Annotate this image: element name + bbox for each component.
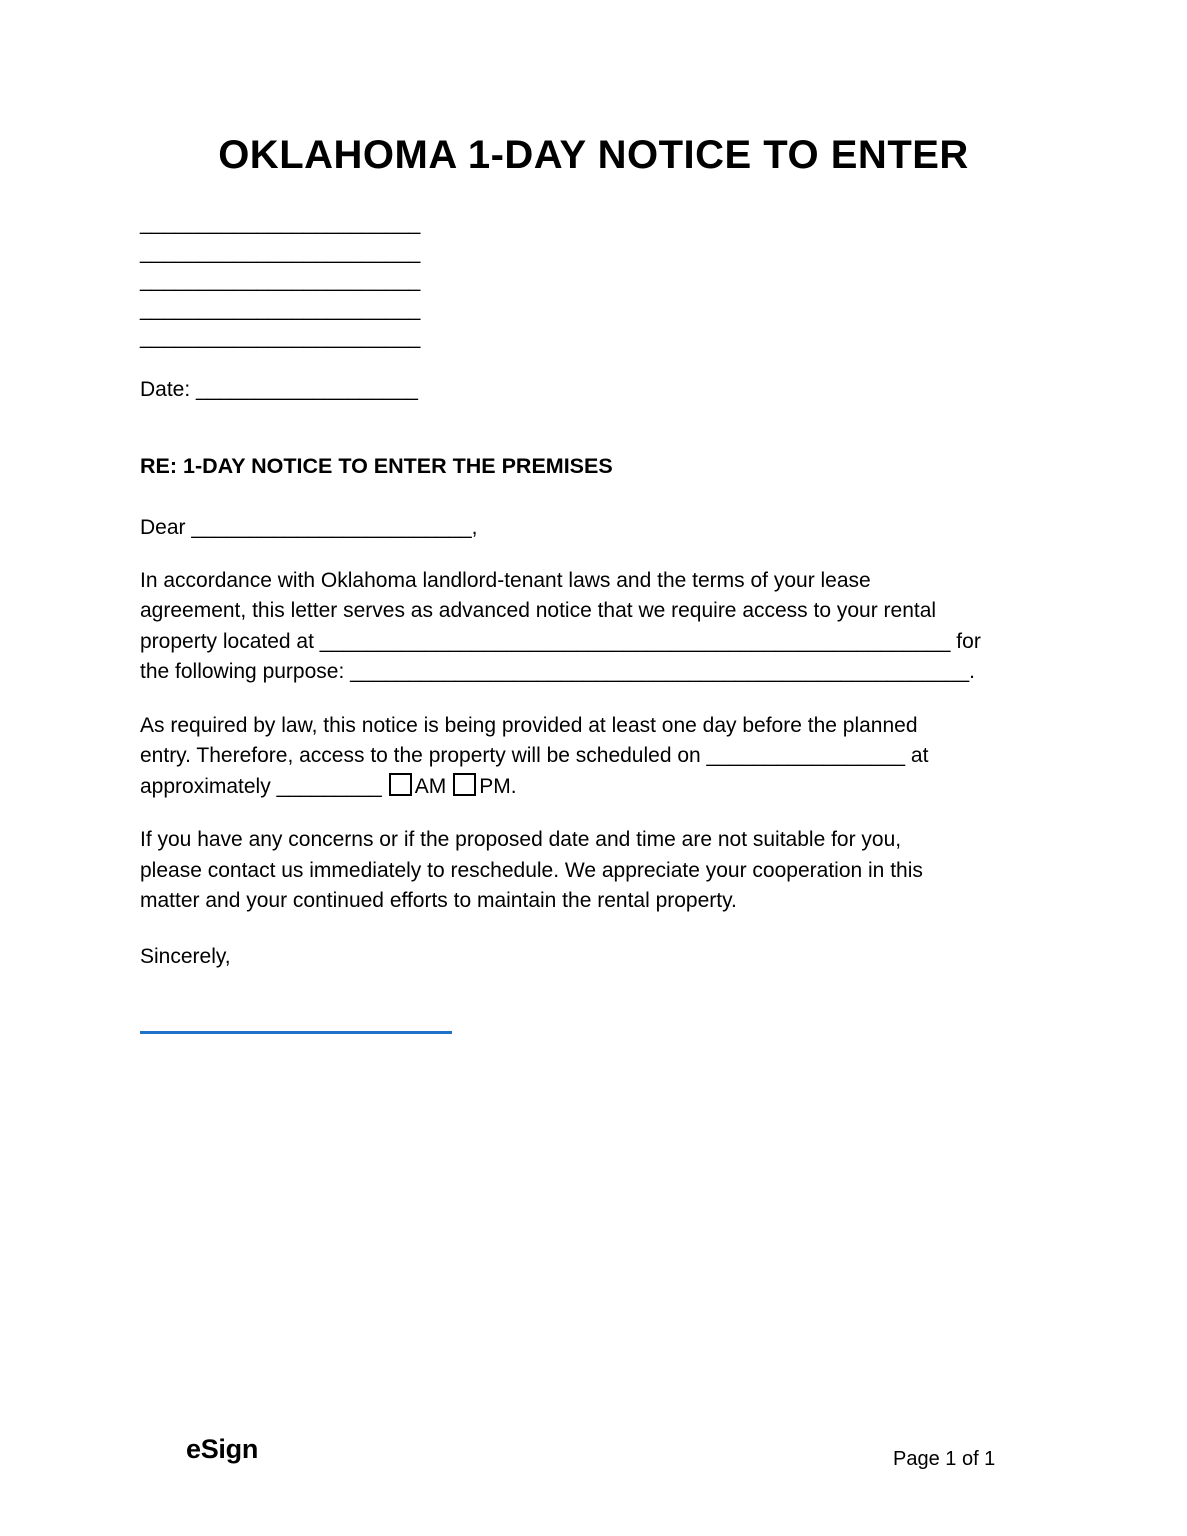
entry-time-blank[interactable]: _________ <box>276 774 382 798</box>
paragraph-line <box>140 627 1024 658</box>
paragraph-2 <box>140 711 1024 803</box>
date-blank-field[interactable]: ___________________ <box>196 377 418 401</box>
pm-checkbox[interactable] <box>453 773 476 796</box>
page-indicator: Page 1 of 1 <box>893 1448 996 1470</box>
paragraph-line: please contact us immediately to reschedule. We appreciate your cooperation in this <box>140 858 923 882</box>
pm-label: PM. <box>479 774 517 798</box>
paragraph-3 <box>140 825 1024 917</box>
letter-content <box>140 210 1024 1034</box>
paragraph-line: As required by law, this notice is being provided at least one day before the planned <box>140 713 918 737</box>
signature-field[interactable] <box>140 1031 452 1034</box>
salutation-line <box>140 513 1024 543</box>
paragraph-1 <box>140 566 1024 688</box>
paragraph-line: In accordance with Oklahoma landlord-tenant laws and the terms of your lease <box>140 568 871 592</box>
address-blank-line-5[interactable]: ________________________ <box>140 326 421 349</box>
paragraph-text: . <box>969 660 975 683</box>
date-label: Date: <box>140 377 197 401</box>
address-blank-line-4[interactable]: ________________________ <box>140 297 421 321</box>
esign-logo: eSign <box>186 1434 259 1464</box>
document-title: OKLAHOMA 1-DAY NOTICE TO ENTER <box>218 133 969 177</box>
salutation-comma: , <box>471 515 478 539</box>
paragraph-text: entry. Therefore, access to the property will be scheduled on <box>140 744 707 767</box>
address-blank-line-2[interactable]: ________________________ <box>140 240 421 264</box>
salutation-label: Dear <box>140 515 192 539</box>
recipient-name-blank[interactable]: ________________________ <box>191 515 472 539</box>
property-address-blank[interactable]: ______________________________________________________ <box>319 629 951 653</box>
paragraph-line <box>140 657 1024 688</box>
paragraph-text: property located at <box>140 629 320 653</box>
purpose-blank[interactable]: _____________________________________________________ <box>350 660 970 683</box>
paragraph-line: agreement, this letter serves as advanced notice that we require access to your rental <box>140 599 937 622</box>
recipient-address-block <box>140 210 1024 353</box>
paragraph-line <box>140 741 1024 772</box>
address-blank-line-3[interactable]: ________________________ <box>140 269 421 292</box>
am-label: AM <box>414 774 447 798</box>
subject-line: RE: 1-DAY NOTICE TO ENTER THE PREMISES <box>140 453 613 478</box>
paragraph-line <box>140 772 1024 803</box>
paragraph-text: at <box>905 744 929 767</box>
paragraph-line: If you have any concerns or if the proposed date and time are not suitable for you, <box>140 828 902 851</box>
entry-date-blank[interactable]: _________________ <box>706 744 906 767</box>
paragraph-line: matter and your continued efforts to maintain the rental property. <box>140 889 737 912</box>
closing-text: Sincerely, <box>140 944 231 968</box>
address-blank-line-1[interactable]: ________________________ <box>140 212 421 235</box>
paragraph-text: approximately <box>140 774 277 798</box>
date-line <box>140 375 1024 405</box>
paragraph-text: the following purpose: <box>140 660 351 683</box>
am-checkbox[interactable] <box>389 773 412 796</box>
paragraph-text: for <box>950 629 981 653</box>
